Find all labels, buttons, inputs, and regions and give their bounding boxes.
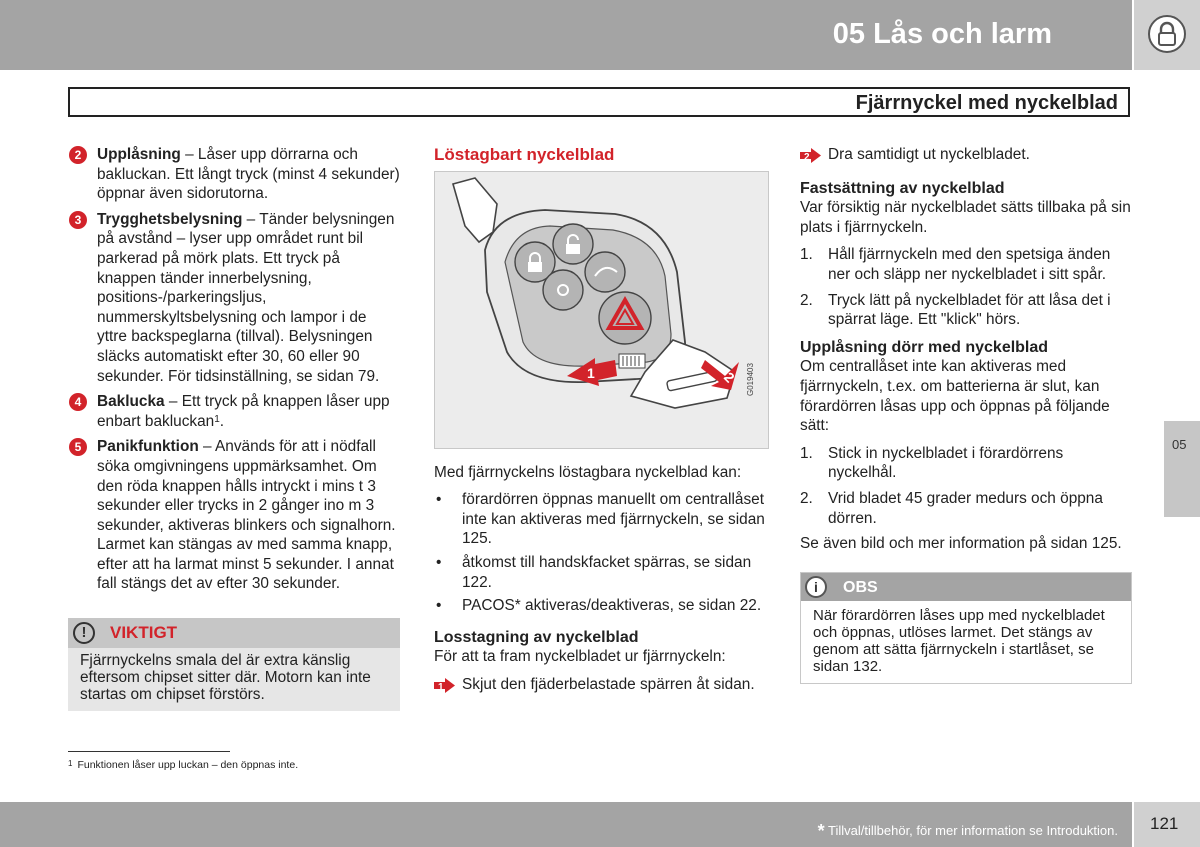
note-header [801, 573, 1131, 601]
key-illustration [434, 171, 769, 449]
warning-title: VIKTIGT [110, 623, 178, 643]
step-1 [434, 675, 770, 695]
number-badge: 5 [69, 438, 87, 456]
step-2 [800, 145, 1132, 165]
section-title: Fjärrnyckel med nyckelblad [855, 92, 1118, 114]
item-text: – Låser upp dörrarna och bakluckan. Ett långt tryck (minst 4 sekunder) öppnar även sidorutorna. [97, 146, 400, 203]
section-intro: Var försiktig när nyckelbladet sätts tillbaka på sin plats i fjärrnyckeln. [800, 199, 1131, 236]
list-item [800, 291, 1132, 330]
section-intro: Om centrallåset inte kan aktiveras med fjärrnyckeln, t.ex. om batterierna är slut, kan förardörren låsas upp och öppnas på följande sätt: [800, 358, 1110, 435]
step-number: 1. [800, 444, 813, 462]
column-right [800, 145, 1132, 684]
section-header [68, 87, 1130, 117]
page-number-box [1132, 802, 1200, 847]
step-number: 2. [800, 489, 813, 507]
list-item [68, 145, 400, 204]
arrow-2-label: 2 [721, 368, 738, 386]
list-item [800, 489, 1132, 528]
chapter-side-tab[interactable] [1164, 421, 1200, 517]
step-text: Vrid bladet 45 grader medurs och öppna dörren. [828, 489, 1103, 527]
list-item [68, 210, 400, 386]
item-text: – Ett tryck på knappen låser upp enbart bakluckan [97, 393, 390, 430]
side-tab-label: 05 [1172, 437, 1187, 452]
numbered-steps [800, 245, 1132, 329]
note-body: När förardörren låses upp med nyckelbladet och öppnas, utlöses larmet. Det stängs av genom att sätta fjärrnyckeln i startlåset, se sidan 132. [813, 606, 1105, 675]
numbered-steps [800, 444, 1132, 528]
item-label: Baklucka [97, 393, 165, 411]
list-item [68, 392, 400, 431]
sub-intro: För att ta fram nyckelbladet ur fjärrnyckeln: [434, 648, 726, 666]
number-badge: 2 [69, 146, 87, 164]
step-text: Dra samtidigt ut nyckelbladet. [828, 146, 1030, 163]
info-icon: i [805, 576, 827, 598]
footer-text [818, 819, 1118, 840]
warning-box [68, 618, 400, 711]
padlock-icon [1148, 15, 1186, 53]
item-tail: . [219, 412, 225, 430]
footnote [68, 759, 298, 771]
note-title: OBS [843, 578, 878, 596]
column-heading: Löstagbart nyckelblad [434, 145, 615, 164]
item-text: – Används för att i nödfall söka omgivningens uppmärksamhet. Om den röda knappen hålls intryckt i mins t 3 sekunder eller trycks in 2 gånger ino m 3 sekunder, aktiveras blinkers och signalhorn. Larmet kan stängas av med samma knapp, efter att ha larmat minst 5 sekunder. I annat fall stängs det av efter 30 sekunder. [97, 438, 396, 593]
chapter-title: 05 Lås och larm [832, 18, 1052, 50]
remote-key-drawing [435, 172, 770, 450]
warning-header [68, 618, 400, 648]
sub-heading: Losstagning av nyckelblad [434, 628, 639, 646]
step-text: Håll fjärrnyckeln med den spetsiga änden ner och släpp ner nyckelbladet i sitt spår. [828, 246, 1111, 283]
sub-heading: Upplåsning dörr med nyckelblad [800, 338, 1049, 356]
footnote-divider [68, 751, 230, 752]
list-item: • PACOS* aktiveras/deaktiveras, se sidan 22. [434, 596, 770, 616]
number-badge: 4 [69, 393, 87, 411]
list-item [800, 245, 1132, 284]
step-text: Skjut den fjäderbelastade spärren åt sidan. [462, 675, 755, 693]
column-middle [434, 145, 770, 695]
item-label: Trygghetsbelysning [97, 210, 243, 228]
exclamation-icon: ! [73, 622, 95, 644]
chapter-icon-box [1132, 0, 1200, 70]
step-text: Stick in nyckelbladet i förardörrens nyckelhål. [828, 444, 1064, 482]
step-number: 1 [438, 681, 444, 693]
footer-bar [0, 802, 1132, 847]
step-text: Tryck lätt på nyckelbladet för att låsa det i spärrat läge. Ett "klick" hörs. [828, 291, 1111, 329]
bullet-list [434, 490, 770, 616]
warning-body: Fjärrnyckelns smala del är extra känslig eftersom chipset sitter där. Motorn kan inte startas om chipset förstörs. [80, 652, 371, 704]
figure-code: G019403 [746, 362, 755, 396]
number-badge: 3 [69, 211, 87, 229]
see-also-text: Se även bild och mer information på sidan 125. [800, 535, 1122, 553]
footer-note: Tillval/tillbehör, för mer information se Introduktion. [824, 823, 1118, 838]
item-text: – Tänder belysningen på avstånd – lyser upp området runt bil parkerad på mörk plats. Ett tryck på knappen tänder innerbelysning, positions-/parkeringsljus, nummerskyltsbelysning och lampor i de yttre backspeglarna (tillval). Belysningen släcks automatiskt efter 30, 60 eller 90 sekunder. För tidsinställning, se sidan 79. [97, 210, 395, 385]
column-left [68, 145, 400, 711]
footnote-text: Funktionen låser upp luckan – den öppnas inte. [77, 759, 299, 771]
step-number: 2 [804, 152, 810, 163]
list-item [68, 437, 400, 594]
footer-star: * [817, 821, 825, 841]
step-number: 1. [800, 246, 813, 264]
intro-text: Med fjärrnyckelns löstagbara nyckelblad kan: [434, 463, 742, 481]
item-label: Panikfunktion [97, 438, 199, 456]
footnote-mark: 1 [68, 759, 73, 768]
arrow-1-label: 1 [587, 364, 595, 381]
list-item [800, 444, 1132, 483]
list-item: • åtkomst till handskfacket spärras, se sidan 122. [434, 553, 770, 592]
note-box [800, 572, 1132, 684]
top-header-bar [0, 0, 1132, 70]
item-label: Upplåsning [97, 146, 181, 163]
sub-heading: Fastsättning av nyckelblad [800, 179, 1005, 197]
step-number: 2. [800, 291, 813, 309]
list-item: • förardörren öppnas manuellt om centrallåset inte kan aktiveras med fjärrnyckeln, se sidan 125. [434, 490, 770, 549]
page-number: 121 [1150, 814, 1179, 833]
footnote-ref[interactable]: 1 [214, 413, 220, 425]
